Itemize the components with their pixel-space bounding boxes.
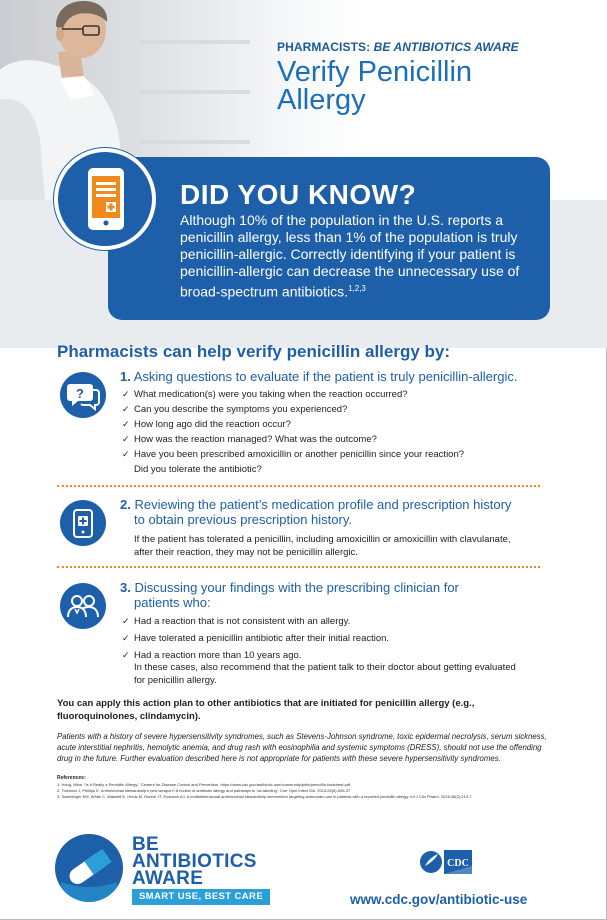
list-item: ✓ Had a reaction that is not consistent with an allergy. bbox=[122, 613, 389, 630]
reference-item: 1. Hong, Mina. “Is It Really a Penicillin Allergy.” Centers for Disease Control and Prevention. https://www.cdc.gov/antibiotic-use/community/pdfs/penicillin-factsheet.pdf bbox=[57, 782, 351, 787]
references-title: References: bbox=[57, 775, 86, 781]
list-item: ✓ Had a reaction more than 10 years ago. bbox=[122, 647, 389, 664]
references-list bbox=[57, 782, 557, 800]
did-you-know-text: Although 10% of the population in the U.S. reports a penicillin allergy, less than 1% of the population is truly penicillin-allergic. Correctly identifying if your patient is penicillin-allergic can decrease the unnecessary use of broad-spectrum antibiotics.$^{1,2,3}$ bbox=[180, 212, 520, 300]
step-3-text: In these cases, also recommend that the patient talk to their doctor about getting evaluated for penicillin allergy. bbox=[134, 662, 516, 686]
tablet-medical-icon bbox=[54, 148, 156, 250]
website-url[interactable]: www.cdc.gov/antibiotic-use bbox=[350, 892, 528, 907]
hero-kicker: PHARMACISTS: BE ANTIBIOTICS AWARE bbox=[277, 40, 519, 54]
did-you-know-panel bbox=[108, 157, 550, 320]
logo-tagline: SMART USE, BEST CARE bbox=[132, 889, 270, 905]
section-heading: Pharmacists can help verify penicillin allergy by: bbox=[57, 342, 451, 361]
step-1-title: 1. Asking questions to evaluate if the patient is truly penicillin-allergic. bbox=[120, 369, 518, 384]
reference-item: 3. Sweetinger EM, White C, Wasdell E, Hinds M, Rorem JT, Evanson AJ. A multidimensional antimicrobial stewardship intervention targeting aztreonam use in patients with a reported penicillin allergy. Int J Clin Pharm. 2016;38(2):213-7 bbox=[57, 794, 472, 799]
step-1-followup: Did you tolerate the antibiotic? bbox=[134, 464, 262, 475]
list-item: ✓ Have tolerated a penicillin antibiotic after their initial reaction. bbox=[122, 630, 389, 647]
list-item: ✓ How was the reaction managed? What was the outcome? bbox=[122, 432, 464, 447]
tablet-medical-icon bbox=[60, 500, 106, 546]
page-title: Verify Penicillin Allergy bbox=[277, 56, 473, 116]
hypersensitivity-note: Patients with a history of severe hypersensitivity syndromes, such as Stevens-Johnson syndrome, toxic epidermal necrolysis, serum sickness, acute interstitial nephritis, hemolytic anemia, and drug rash with eosinophilia and systemic symptoms (DRESS), should not use the offending drug in the future. Further evaluation described here is not appropriate for patients with these severe hypersensitivity syndromes. bbox=[57, 732, 547, 763]
doctors-icon bbox=[60, 583, 106, 629]
step-2-text: If the patient has tolerated a penicillin, including amoxicillin or amoxicillin with clavulanate, after their reaction, they may not be penicillin allergic. bbox=[134, 534, 511, 558]
antibiotics-aware-logo bbox=[55, 834, 123, 902]
divider bbox=[57, 566, 540, 568]
list-item: ✓ How long ago did the reaction occur? bbox=[122, 417, 464, 432]
step-3-criteria-list bbox=[122, 613, 389, 664]
divider bbox=[57, 485, 540, 487]
cdc-hhs-logo bbox=[420, 846, 476, 878]
svg-text:CDC: CDC bbox=[447, 858, 469, 869]
list-item: ✓ What medication(s) were you taking when the reaction occurred? bbox=[122, 387, 464, 402]
step-2-title: 2. Reviewing the patient’s medication profile and prescription history to obtain previous prescription history. bbox=[120, 497, 512, 527]
step-3-title: 3. Discussing your findings with the prescribing clinician for patients who: bbox=[120, 580, 459, 610]
list-item: ✓ Have you been prescribed amoxicillin or another penicillin since your reaction? bbox=[122, 447, 464, 462]
apply-action-plan-text: You can apply this action plan to other antibiotics that are initiated for penicillin allergy (e.g., fluoroquinolones, clindamycin). bbox=[57, 698, 475, 722]
speech-bubble-question-icon bbox=[60, 372, 106, 418]
reference-item: 2. Trubiano J, Phillips E. Antimicrobial stewardship’s new weapon? A review of antibiotic allergy and pathways to ‘de-labeling’. Curr Opin Infect Dis. 2013;26(6):526-37 bbox=[57, 788, 351, 793]
list-item: ✓ Can you describe the symptoms you experienced? bbox=[122, 402, 464, 417]
did-you-know-title: DID YOU KNOW? bbox=[180, 179, 417, 210]
logo-wordmark: BE ANTIBIOTICS AWARE bbox=[132, 834, 257, 889]
svg-text:?: ? bbox=[76, 386, 84, 401]
step-1-question-list bbox=[122, 387, 464, 462]
